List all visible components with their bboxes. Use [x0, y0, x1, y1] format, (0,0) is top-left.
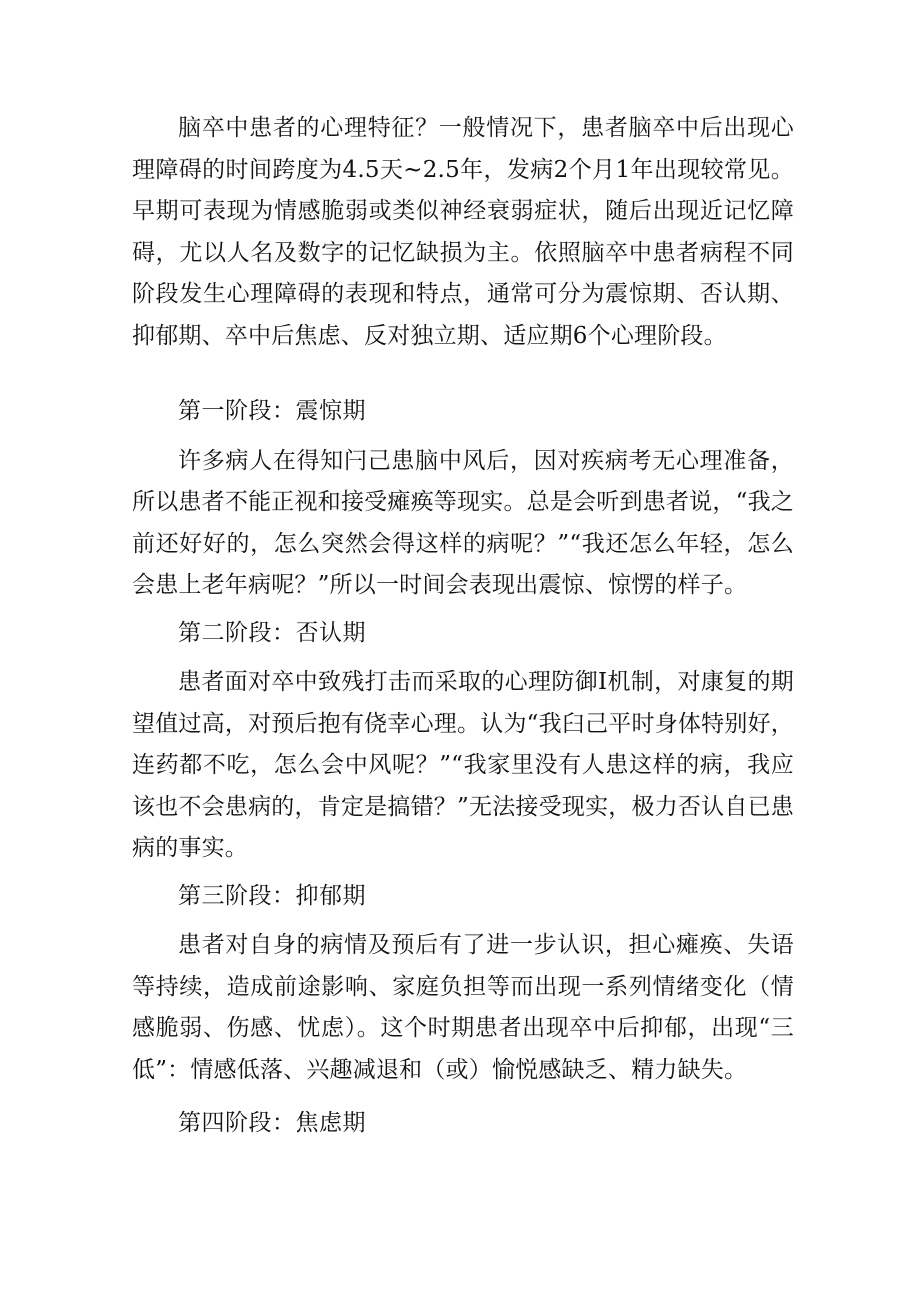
section-heading-stage-1: 第一阶段：震惊期	[178, 398, 366, 424]
section-body-stage-3: 患者对自身的病情及预后有了进一步认识，担心瘫痪、失语等持续，造成前途影响、家庭负担等而出现一系列情绪变化（情感脆弱、伤感、忧虑）。这个时期患者出现卒中后抑郁，出现“三低”：情感低落、兴趣减退和（或）愉悦感缺乏、精力缺失。	[132, 932, 794, 1083]
section-heading-stage-4: 第四阶段：焦虑期	[178, 1110, 366, 1136]
section-heading-stage-2: 第二阶段：否认期	[178, 619, 366, 646]
section-body-stage-2: 患者面对卒中致残打击而采取的心理防御I机制，对康复的期望值过高，对预后抱有侥幸心理。认为“我臼己平时身体特别好，连药都不吃，怎么会中风呢？”“我家里没有人患这样的病，我应该也不会患病的，肯定是搞错？”无法接受现实，极力否认自已患病的事实。	[132, 669, 794, 861]
intro-paragraph: 脑卒中患者的心理特征？一般情况下，患者脑卒中后出现心理障碍的时间跨度为4.5天~2.5年，发病2个月1年出现较常见。早期可表现为情感脆弱或类似神经衰弱症状，随后出现近记忆障碍，尤以人名及数字的记忆缺损为主。依照脑卒中患者病程不同阶段发生心理障碍的表现和特点，通常可分为震惊期、否认期、抑郁期、卒中后焦虑、反对独立期、适应期6个心理阶段。	[132, 115, 794, 349]
section-body-stage-1: 许多病人在得知闩己患脑中风后，因对疾病考无心理准备，所以患者不能正视和接受瘫痪等现实。总是会听到患者说，“我之前还好好的，怎么突然会得这样的病呢？”“我还怎么年轻，怎么会患上老年病呢？”所以一时间会表现出震惊、惊愣的样子。	[132, 447, 794, 598]
section-heading-stage-3: 第三阶段：抑郁期	[178, 882, 366, 909]
